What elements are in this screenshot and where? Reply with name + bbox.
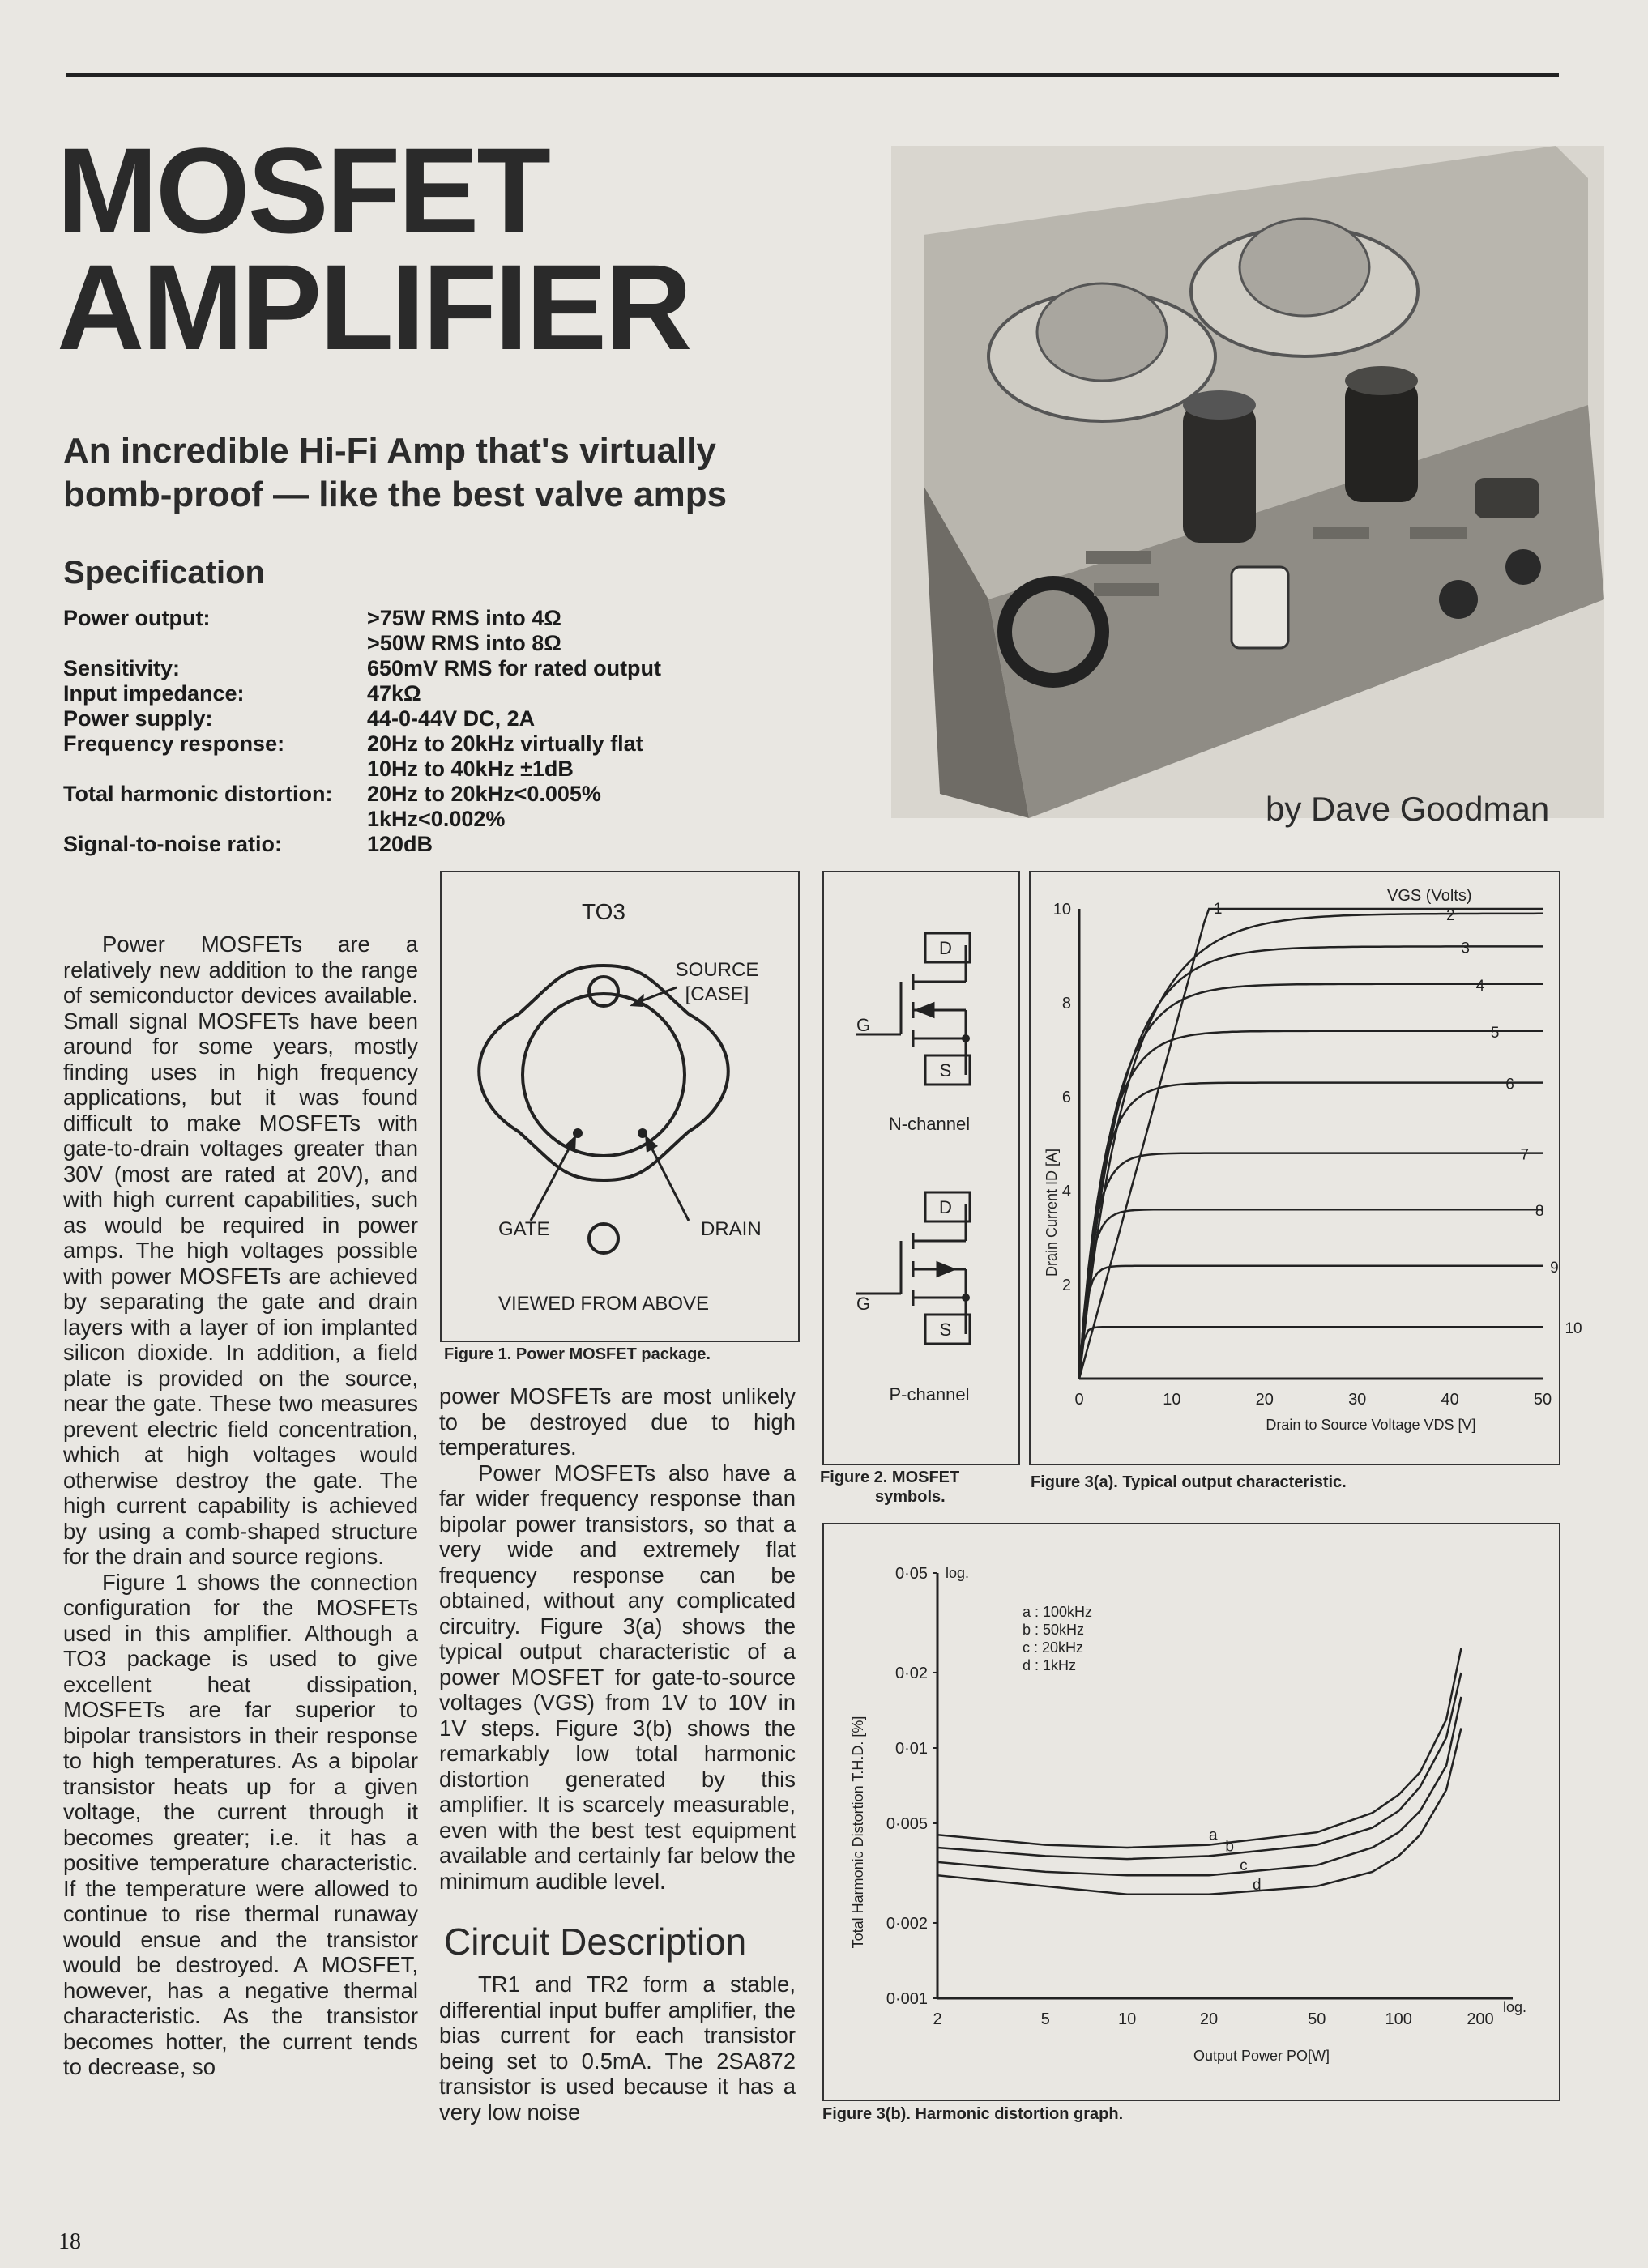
x-tick-label: 50 <box>1308 2010 1326 2028</box>
spec-row-frequency <box>63 731 817 782</box>
thd-curve-label-b: b <box>1225 1838 1234 1856</box>
y-axis-label: Total Harmonic Distortion T.H.D. [%] <box>850 1716 866 1949</box>
thd-curve-a <box>937 1648 1461 1848</box>
paragraph: power MOSFETs are most unlikely to be destroyed due to high temperatures. <box>439 1383 796 1460</box>
curve-label-6: 6 <box>1505 1076 1514 1094</box>
spec-label: Power supply: <box>63 706 213 731</box>
y-tick-label: 2 <box>1061 1277 1071 1294</box>
x-tick-label: 10 <box>1163 1391 1181 1409</box>
x-tick-label: 20 <box>1199 2010 1219 2028</box>
paragraph: TR1 and TR2 form a stable, differential input buffer amplifier, the bias current for each transistor being set to 0.5mA. The 2SA872 transistor is used because it has a very low noise <box>439 1972 796 2125</box>
x-tick-label: 100 <box>1385 2010 1412 2028</box>
page-number: 18 <box>58 2229 81 2254</box>
figure-1-frame <box>440 871 800 1342</box>
spec-value: 47kΩ <box>367 681 421 706</box>
paragraph: Figure 1 shows the connection configuration for the MOSFETs used in this amplifier. Although a TO3 package is used to give excellent heat dissipation, MOSFETs are far superior to bipolar transistors in their response to high temperatures. As a bipolar transistor heats up for a given voltage, the current through it becomes greater; i.e. it has a positive temperature characteristic. If the temperature were allowed to continue to rise thermal runaway would ensue and the transistor would be destroyed. A MOSFET, however, has a negative thermal characteristic. As the transistor becomes hotter, the current tends to decrease, so <box>63 1569 418 2079</box>
y-tick-label: 10 <box>1052 901 1071 919</box>
y-tick-label: 6 <box>1061 1089 1071 1106</box>
curve-vgs-3 <box>1079 946 1543 1379</box>
y-tick-label: 0·01 <box>894 1739 928 1758</box>
spec-value: 1kHz<0.002% <box>367 807 506 831</box>
figure-3b-frame <box>822 1523 1560 2101</box>
p-channel-label: P-channel <box>889 1384 970 1405</box>
paragraph: Power MOSFETs are a relatively new addition to the range of semiconductor devices available. Small signal MOSFETs have been around for some years, mostly finding uses in high frequency applications, but it was found difficult to make MOSFETs with gate-to-drain voltages greater than 30V (most are rated at 20V), and with high current capabilities, such as would be required in power amps. The high voltages possible with power MOSFETs are achieved by separating the gate and drain layers with a layer of ion implanted silicon dioxide. In addition, a field plate is provided on the source, near the gate. These two measures prevent electric field concentration, which at high voltages would otherwise destroy the gate. The high current capability is achieved by using a comb-shaped structure for the drain and source regions. <box>63 932 418 1569</box>
p-drain-pin: D <box>939 1197 952 1217</box>
article-subtitle: An incredible Hi-Fi Amp that's virtually bomb-proof — like the best valve amps <box>63 431 728 514</box>
x-tick-label: 20 <box>1255 1391 1274 1409</box>
spec-label: Power output: <box>63 606 211 630</box>
spec-label: Total harmonic distortion: <box>63 782 333 806</box>
fig1-package-label: TO3 <box>582 899 625 924</box>
x-tick-label: 0 <box>1074 1391 1084 1409</box>
spec-value: 650mV RMS for rated output <box>367 656 662 680</box>
figure-1-diagram <box>442 872 798 1341</box>
spec-row-snr <box>63 832 817 857</box>
y-tick-label: 8 <box>1061 995 1071 1013</box>
figure-3b-caption: Figure 3(b). Harmonic distortion graph. <box>822 2105 1124 2123</box>
spec-value: 10Hz to 40kHz ±1dB <box>367 757 574 781</box>
curve-vgs-9 <box>1079 1266 1543 1379</box>
figure-3a-frame <box>1029 871 1582 1465</box>
curve-label-1: 1 <box>1213 900 1223 918</box>
n-gate-pin: G <box>856 1015 871 1035</box>
n-source-pin: S <box>939 1060 952 1081</box>
n-channel-symbol <box>856 933 970 1085</box>
gate-label: GATE <box>498 1218 550 1240</box>
spec-row-sensitivity <box>63 656 817 681</box>
spec-row-power <box>63 606 817 656</box>
vgs-label: VGS (Volts) <box>1387 887 1472 905</box>
spec-label: Frequency response: <box>63 731 285 756</box>
y-log-label: log. <box>946 1565 970 1581</box>
spec-label: Input impedance: <box>63 681 245 706</box>
thd-curve-label-d: d <box>1253 1876 1262 1894</box>
legend-c: c : 20kHz <box>1023 1639 1084 1656</box>
drain-label: DRAIN <box>701 1218 762 1240</box>
n-drain-pin: D <box>939 938 952 958</box>
n-channel-label: N-channel <box>888 1114 971 1134</box>
title-line-1: MOSFET <box>57 122 549 258</box>
body-column-2-continued <box>439 1972 796 2125</box>
thd-curve-label-a: a <box>1209 1827 1218 1844</box>
x-tick-label: 5 <box>1040 2010 1050 2028</box>
curve-label-3: 3 <box>1461 940 1470 957</box>
x-tick-label: 50 <box>1533 1391 1552 1409</box>
spec-value: >50W RMS into 8Ω <box>367 631 561 655</box>
legend-b: b : 50kHz <box>1023 1622 1085 1638</box>
x-tick-label: 30 <box>1348 1391 1367 1409</box>
p-source-pin: S <box>939 1319 952 1340</box>
figure-2-frame <box>822 871 1020 1465</box>
amplifier-photo <box>891 146 1604 818</box>
curve-label-10: 10 <box>1565 1320 1582 1338</box>
thd-curve-b <box>937 1673 1461 1859</box>
thd-curve-c <box>937 1697 1461 1875</box>
x-log-label: log. <box>1503 1999 1527 2015</box>
title-line-2: AMPLIFIER <box>57 239 690 375</box>
y-tick-label: 0·005 <box>886 1815 928 1834</box>
x-tick-label: 200 <box>1467 2010 1494 2028</box>
spec-value: 20Hz to 20kHz<0.005% <box>367 782 601 806</box>
spec-row-supply <box>63 706 817 731</box>
spec-table <box>63 606 817 857</box>
y-tick-label: 0·002 <box>886 1914 928 1933</box>
body-column-2 <box>439 1383 796 1894</box>
curve-vgs-8 <box>1079 1209 1543 1379</box>
y-tick-label: 4 <box>1061 1183 1071 1200</box>
spec-value: >75W RMS into 4Ω <box>367 606 561 630</box>
figure-2-diagram <box>824 872 1018 1464</box>
legend-a: a : 100kHz <box>1023 1604 1093 1620</box>
curve-label-4: 4 <box>1475 977 1485 995</box>
to3-mount-hole-top <box>589 977 618 1006</box>
y-tick-label: 0·05 <box>894 1565 928 1583</box>
curve-vgs-10 <box>1079 1327 1543 1379</box>
to3-can <box>523 994 685 1156</box>
curve-label-9: 9 <box>1550 1259 1559 1277</box>
spec-value: 120dB <box>367 832 433 856</box>
curve-vgs-4 <box>1079 984 1543 1379</box>
spec-label: Signal-to-noise ratio: <box>63 832 282 856</box>
to3-mount-hole-bottom <box>589 1224 618 1253</box>
spec-label: Sensitivity: <box>63 656 181 680</box>
figure-3b-chart <box>824 1524 1559 2100</box>
figure-3a-chart <box>1031 872 1582 1464</box>
x-tick-label: 2 <box>933 2010 942 2028</box>
article-title <box>57 122 690 375</box>
curve-label-7: 7 <box>1520 1146 1530 1164</box>
y-tick-label: 0·001 <box>886 1990 928 2008</box>
p-channel-symbol <box>856 1192 970 1344</box>
top-rule <box>66 73 1559 77</box>
thd-curve-label-c: c <box>1240 1857 1248 1875</box>
byline: by Dave Goodman <box>1266 790 1550 828</box>
x-tick-label: 40 <box>1441 1391 1459 1409</box>
fig1-source-label: SOURCE <box>675 959 759 981</box>
x-axis-label: Drain to Source Voltage VDS [V] <box>1266 1417 1476 1433</box>
figure-2-caption-line-1: Figure 2. MOSFET <box>820 1469 960 1486</box>
curve-vgs-1 <box>1079 906 1543 1379</box>
spec-heading: Specification <box>63 555 265 590</box>
x-tick-label: 10 <box>1118 2010 1137 2028</box>
curve-label-8: 8 <box>1535 1203 1544 1221</box>
y-tick-label: 0·02 <box>894 1664 928 1682</box>
figure-1-caption: Figure 1. Power MOSFET package. <box>444 1345 711 1363</box>
curve-label-2: 2 <box>1446 906 1455 924</box>
p-gate-pin: G <box>856 1294 871 1314</box>
paragraph: Power MOSFETs also have a far wider frequency response than bipolar power transistors, so that a very wide and extremely flat frequency response can be obtained, without any complicated circuitry. Figure 3(a) shows the typical output characteristic of a power MOSFET for gate-to-source voltages (VGS) from 1V to 10V in 1V steps. Figure 3(b) shows the remarkably low total harmonic distortion generated by this amplifier. It is scarcely measurable, even with the best test equipment available and certainly far below the minimum audible level. <box>439 1460 796 1894</box>
fig1-case-label: [CASE] <box>685 983 749 1005</box>
spec-row-thd <box>63 782 817 832</box>
circuit-heading: Circuit Description <box>444 1921 747 1963</box>
spec-row-impedance <box>63 681 817 706</box>
legend-d: d : 1kHz <box>1023 1657 1077 1673</box>
spec-value: 44-0-44V DC, 2A <box>367 706 536 731</box>
y-axis-label: Drain Current ID [A] <box>1044 1148 1060 1277</box>
curve-label-5: 5 <box>1490 1024 1500 1042</box>
view-label: VIEWED FROM ABOVE <box>497 1293 710 1315</box>
figure-3a-caption: Figure 3(a). Typical output characteristic. <box>1031 1473 1347 1491</box>
body-column-1 <box>63 932 418 2080</box>
x-axis-label: Output Power PO[W] <box>1193 2048 1330 2064</box>
figure-2-caption-line-2: symbols. <box>875 1488 946 1506</box>
spec-value: 20Hz to 20kHz virtually flat <box>367 731 643 756</box>
